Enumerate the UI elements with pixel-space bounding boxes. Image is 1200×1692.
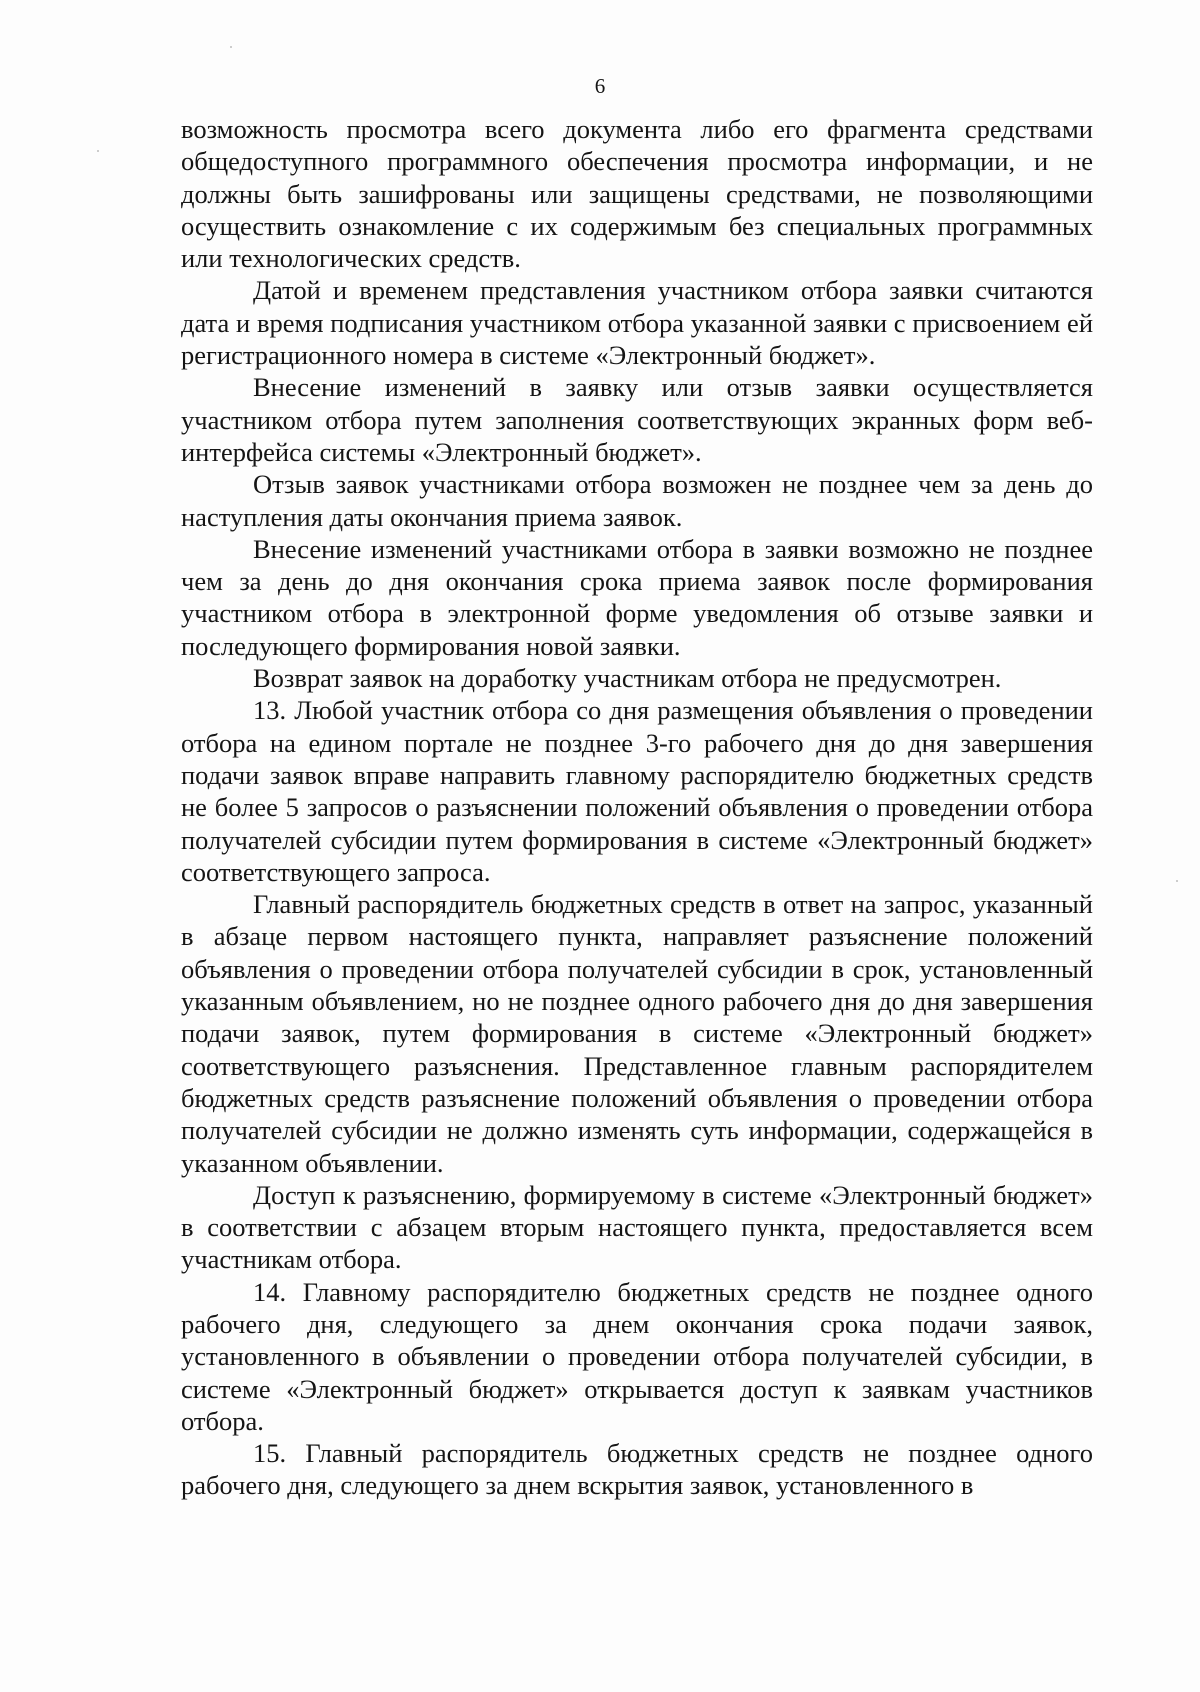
paragraph-access-clarification: Доступ к разъяснению, формируемому в системе «Электронный бюджет» в соответствии с абзацем вторым настоящего пункта, предоставляется всем участникам отбора.: [181, 1179, 1093, 1275]
paragraph-clause-15: 15. Главный распорядитель бюджетных средств не позднее одного рабочего дня, следующего за днем вскрытия заявок, установленного в: [181, 1438, 1093, 1501]
paragraph-changes-withdrawal: Внесение изменений в заявку или отзыв заявки осуществляется участником отбора путем заполнения соответствующих экранных форм веб-интерфейса системы «Электронный бюджет».: [181, 372, 1093, 467]
document-body: [181, 113, 1093, 1502]
paragraph-clause-13: 13. Любой участник отбора со дня размещения объявления о проведении отбора на едином портале не позднее 3-го рабочего дня до дня завершения подачи заявок вправе направить главному распорядителю бюджетных средств не более 5 запросов о разъяснении положений объявления о проведении отбора получателей субсидии путем формирования в системе «Электронный бюджет» соответствующего запроса.: [181, 695, 1093, 887]
paragraph-clarification: Главный распорядитель бюджетных средств в ответ на запрос, указанный в абзаце первом настоящего пункта, направляет разъяснение положений объявления о проведении отбора получателей субсидии в срок, установленный указанным объявлением, но не позднее одного рабочего дня до дня завершения подачи заявок, путем формирования в системе «Электронный бюджет» соответствующего разъяснения. Представленное главным распорядителем бюджетных средств разъяснение положений объявления о проведении отбора получателей субсидии не должно изменять суть информации, содержащейся в указанном объявлении.: [181, 889, 1093, 1178]
paragraph-continuation: возможность просмотра всего документа либо его фрагмента средствами общедоступного программного обеспечения просмотра информации, и не должны быть зашифрованы или защищены средствами, не позволяющими осуществить ознакомление с их содержимым без специальных программных или технологических средств.: [181, 114, 1093, 274]
scan-speck: [1176, 880, 1178, 882]
paragraph-clause-14: 14. Главному распорядителю бюджетных средств не позднее одного рабочего дня, следующего за днем окончания срока подачи заявок, установленного в объявлении о проведении отбора получателей субсидии, в системе «Электронный бюджет» открывается доступ к заявкам участников отбора.: [181, 1276, 1093, 1436]
paragraph-no-return: Возврат заявок на доработку участникам отбора не предусмотрен.: [253, 663, 1002, 694]
scan-speck: [230, 46, 232, 48]
paragraph-withdrawal-deadline: Отзыв заявок участниками отбора возможен не позднее чем за день до наступления даты окончания приема заявок.: [181, 469, 1093, 532]
page-number: 6: [594, 74, 606, 98]
paragraph-changes-deadline: Внесение изменений участниками отбора в заявки возможно не позднее чем за день до дня окончания срока приема заявок после формирования участником отбора в электронной форме уведомления об отзыве заявки и последующего формирования новой заявки.: [181, 533, 1093, 661]
paragraph-submission-date: Датой и временем представления участником отбора заявки считаются дата и время подписания участником отбора указанной заявки с присвоением ей регистрационного номера в системе «Электронный бюджет».: [181, 275, 1093, 371]
scan-speck: [97, 150, 99, 152]
